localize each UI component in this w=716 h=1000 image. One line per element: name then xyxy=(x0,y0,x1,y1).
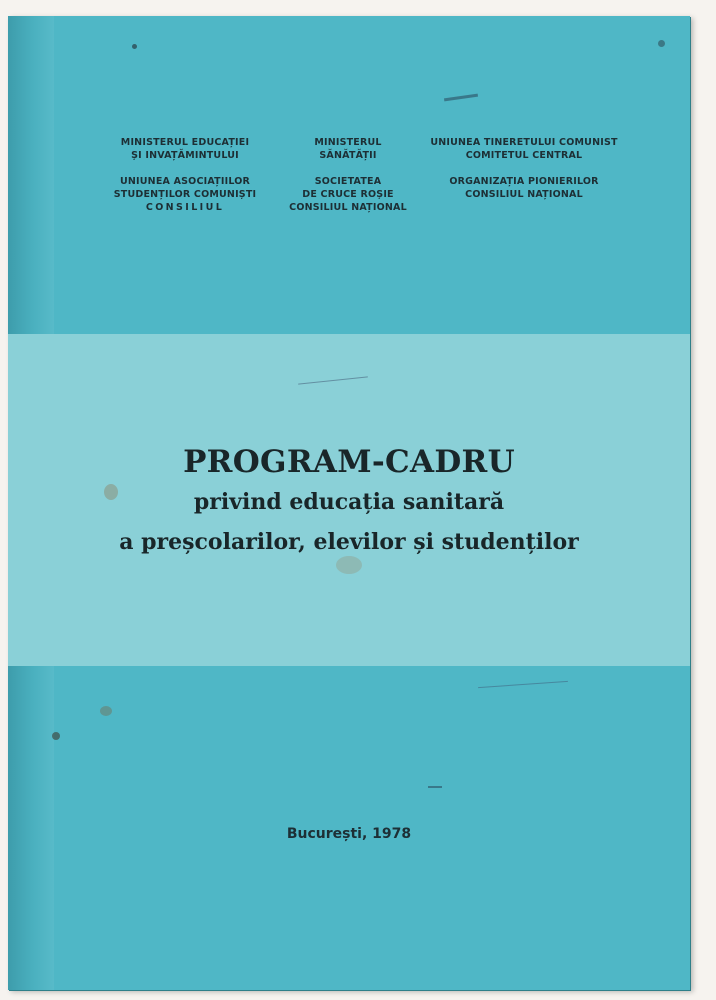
book-cover xyxy=(8,16,690,990)
title-block xyxy=(8,442,690,562)
scratch-mark xyxy=(444,94,478,102)
issuing-organizations xyxy=(8,136,690,246)
organizations-column-1 xyxy=(90,136,280,227)
book-title: PROGRAM-CADRU xyxy=(183,444,515,480)
org-ministry-education xyxy=(90,136,280,162)
scratch-mark xyxy=(428,786,442,788)
publication-place-year: București, 1978 xyxy=(286,826,412,842)
org-youth-union xyxy=(413,136,635,162)
org-line: CONSILIUL xyxy=(145,202,225,213)
cover-stain xyxy=(132,44,137,49)
org-line: UNIUNEA TINERETULUI COMUNIST xyxy=(430,137,618,148)
org-line: CONSILIUL NAȚIONAL xyxy=(465,189,583,200)
org-student-union xyxy=(90,175,280,214)
org-pioneers xyxy=(413,175,635,201)
org-line: CONSILIUL NAȚIONAL xyxy=(289,202,407,213)
org-line: ORGANIZAȚIA PIONIERILOR xyxy=(449,176,599,187)
org-line: SĂNĂTĂȚII xyxy=(319,150,377,161)
organizations-column-3 xyxy=(413,136,635,214)
scratch-mark xyxy=(478,681,568,688)
cover-stain xyxy=(100,706,112,716)
book-subtitle-line-1: privind educația sanitară xyxy=(193,489,505,515)
book-subtitle-line-2: a preșcolarilor, elevilor și studenților xyxy=(119,529,579,555)
org-ministry-health xyxy=(273,136,423,162)
organizations-column-2 xyxy=(273,136,423,227)
cover-stain xyxy=(52,732,60,740)
org-line: UNIUNEA ASOCIAȚIILOR xyxy=(119,176,251,187)
org-line: SOCIETATEA xyxy=(314,176,382,187)
org-line: COMITETUL CENTRAL xyxy=(465,150,583,161)
org-line: DE CRUCE ROȘIE xyxy=(302,189,394,200)
org-line: MINISTERUL EDUCAȚIEI xyxy=(120,137,250,148)
org-line: MINISTERUL xyxy=(314,137,382,148)
org-line: ȘI INVAȚĂMINTULUI xyxy=(131,150,239,161)
org-line: STUDENȚILOR COMUNIȘTI xyxy=(113,189,257,200)
cover-stain xyxy=(658,40,665,47)
org-red-cross xyxy=(273,175,423,214)
